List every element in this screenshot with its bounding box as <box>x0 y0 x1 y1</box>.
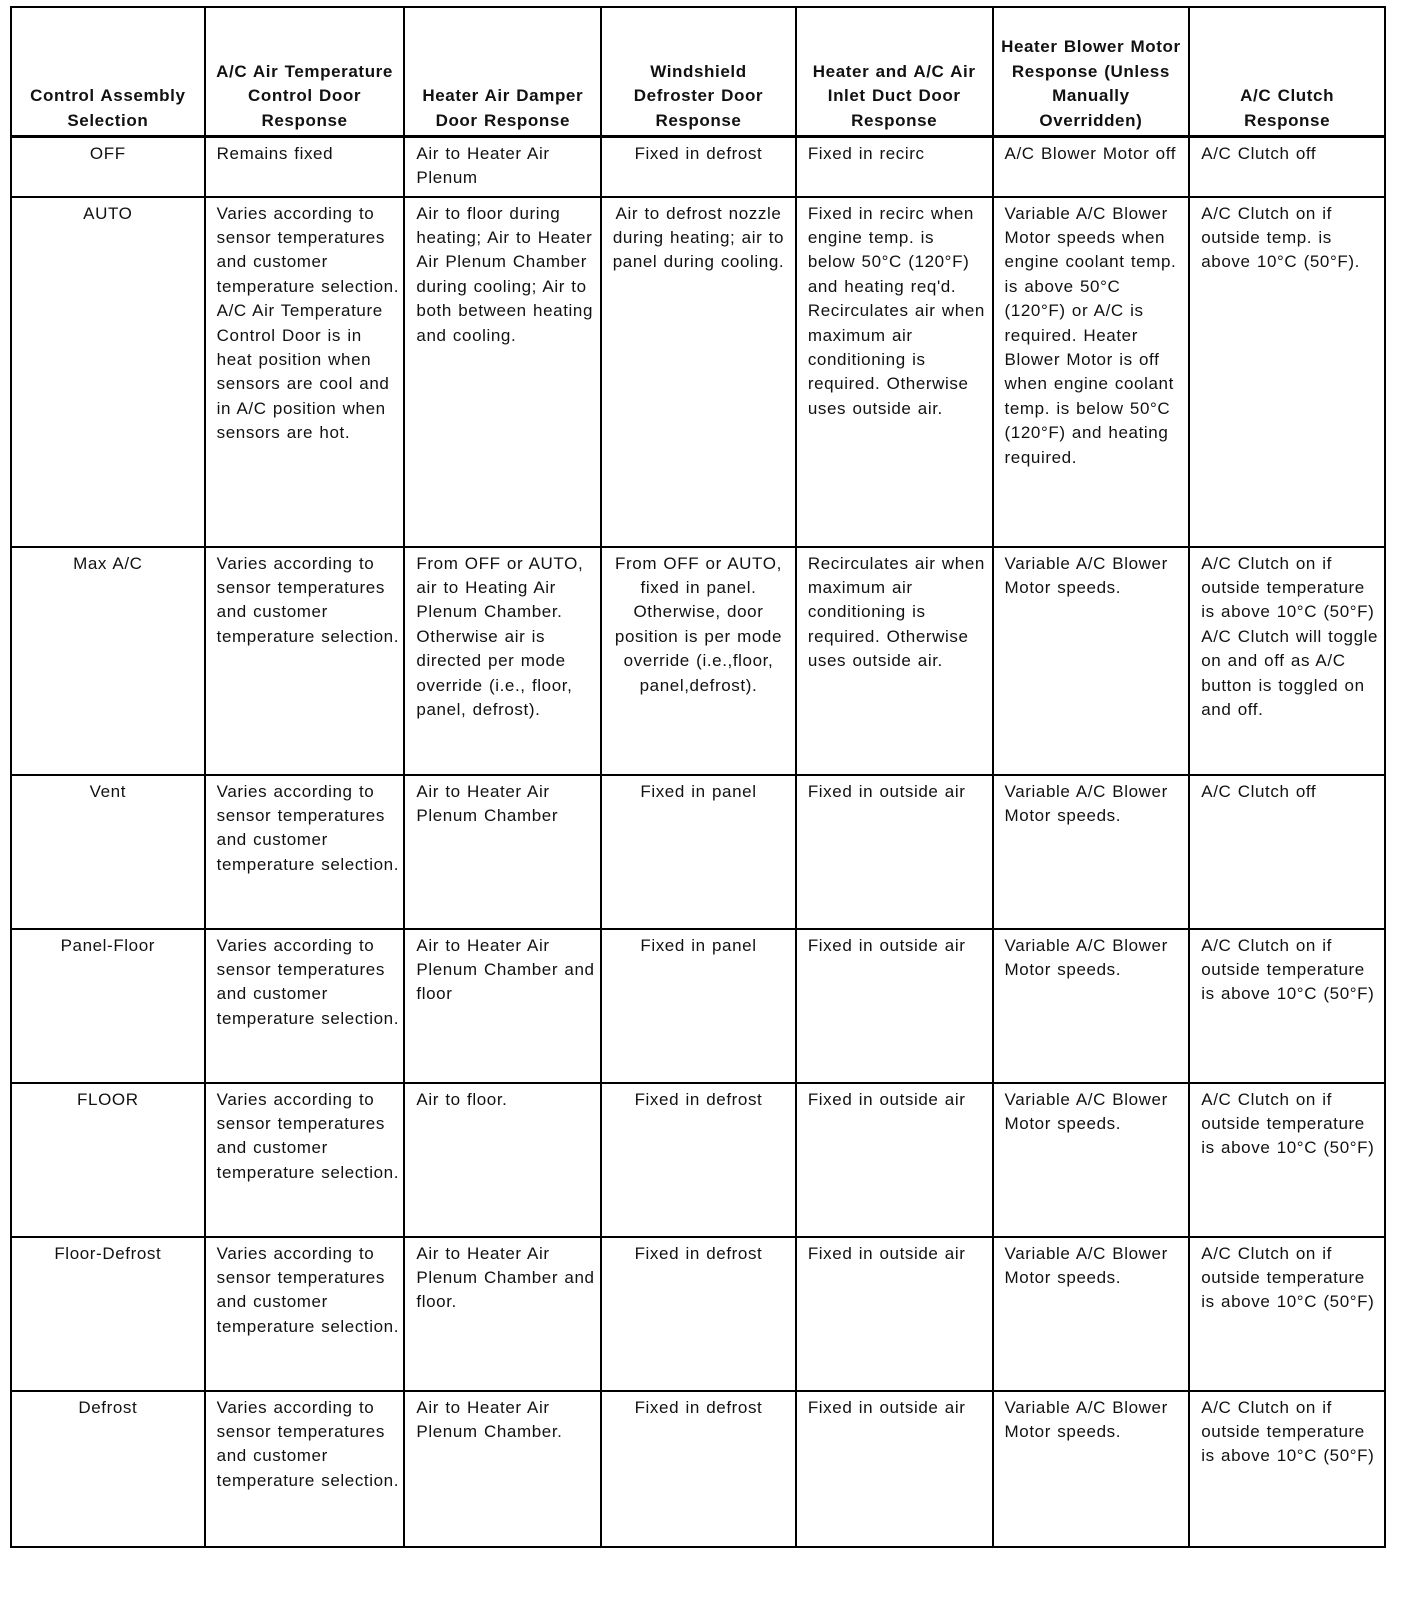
cell-inlet-door: Fixed in recirc <box>796 137 993 197</box>
cell-inlet-door: Fixed in outside air <box>796 929 993 1083</box>
cell-selection: OFF <box>11 137 205 197</box>
cell-damper-door: Air to Heater Air Plenum <box>404 137 601 197</box>
cell-inlet-door: Fixed in outside air <box>796 775 993 929</box>
cell-damper-door: Air to floor during heating; Air to Heater Air Plenum Chamber during cooling; Air to both between heating and cooling. <box>404 197 601 547</box>
cell-defroster-door: From OFF or AUTO, fixed in panel. Otherwise, door position is per mode override (i.e.,floor, panel,defrost). <box>601 547 796 775</box>
cell-blower: Variable A/C Blower Motor speeds. <box>993 1237 1190 1391</box>
cell-inlet-door: Fixed in outside air <box>796 1237 993 1391</box>
header-temp-control-door: A/C Air Temperature Control Door Response <box>205 7 405 137</box>
cell-temp-door: Varies according to sensor temperatures and customer temperature selection. <box>205 1083 405 1237</box>
cell-selection: Defrost <box>11 1391 205 1547</box>
cell-selection: Max A/C <box>11 547 205 775</box>
cell-clutch: A/C Clutch off <box>1189 137 1385 197</box>
header-inlet-duct-door: Heater and A/C Air Inlet Duct Door Response <box>796 7 993 137</box>
cell-inlet-door: Recirculates air when maximum air conditioning is required. Otherwise uses outside air. <box>796 547 993 775</box>
cell-temp-door: Varies according to sensor temperatures and customer temperature selection. <box>205 775 405 929</box>
cell-blower: Variable A/C Blower Motor speeds. <box>993 1391 1190 1547</box>
cell-temp-door: Varies according to sensor temperatures and customer temperature selection. A/C Air Temperature Control Door is in heat position when sensors are cool and in A/C position when sensors are hot. <box>205 197 405 547</box>
cell-defroster-door: Fixed in panel <box>601 775 796 929</box>
cell-selection: Panel-Floor <box>11 929 205 1083</box>
cell-defroster-door: Fixed in defrost <box>601 1083 796 1237</box>
cell-blower: A/C Blower Motor off <box>993 137 1190 197</box>
control-response-table-wrapper <box>10 6 1386 1548</box>
table-row <box>11 929 1385 1083</box>
header-control-assembly-selection: Control Assembly Selection <box>11 7 205 137</box>
table-row <box>11 1083 1385 1237</box>
cell-damper-door: From OFF or AUTO, air to Heating Air Plenum Chamber. Otherwise air is directed per mode override (i.e., floor, panel, defrost). <box>404 547 601 775</box>
cell-inlet-door: Fixed in outside air <box>796 1083 993 1237</box>
control-response-table <box>10 6 1386 1548</box>
cell-blower: Variable A/C Blower Motor speeds. <box>993 547 1190 775</box>
cell-temp-door: Varies according to sensor temperatures and customer temperature selection. <box>205 1391 405 1547</box>
cell-blower: Variable A/C Blower Motor speeds when engine coolant temp. is above 50°C (120°F) or A/C is required. Heater Blower Motor is off when engine coolant temp. is below 50°C (120°F) and heating required. <box>993 197 1190 547</box>
cell-defroster-door: Fixed in panel <box>601 929 796 1083</box>
cell-clutch: A/C Clutch on if outside temperature is above 10°C (50°F) <box>1189 1391 1385 1547</box>
table-row <box>11 197 1385 547</box>
cell-damper-door: Air to Heater Air Plenum Chamber and floor. <box>404 1237 601 1391</box>
cell-clutch: A/C Clutch on if outside temperature is above 10°C (50°F) <box>1189 929 1385 1083</box>
cell-temp-door: Varies according to sensor temperatures and customer temperature selection. <box>205 547 405 775</box>
cell-defroster-door: Air to defrost nozzle during heating; air to panel during cooling. <box>601 197 796 547</box>
cell-blower: Variable A/C Blower Motor speeds. <box>993 929 1190 1083</box>
cell-inlet-door: Fixed in outside air <box>796 1391 993 1547</box>
cell-damper-door: Air to Heater Air Plenum Chamber <box>404 775 601 929</box>
cell-selection: AUTO <box>11 197 205 547</box>
cell-clutch: A/C Clutch off <box>1189 775 1385 929</box>
header-ac-clutch: A/C Clutch Response <box>1189 7 1385 137</box>
cell-selection: FLOOR <box>11 1083 205 1237</box>
cell-inlet-door: Fixed in recirc when engine temp. is below 50°C (120°F) and heating req'd. Recirculates air when maximum air conditioning is required. Otherwise uses outside air. <box>796 197 993 547</box>
header-heater-damper-door: Heater Air Damper Door Response <box>404 7 601 137</box>
cell-clutch: A/C Clutch on if outside temp. is above 10°C (50°F). <box>1189 197 1385 547</box>
cell-temp-door: Varies according to sensor temperatures and customer temperature selection. <box>205 1237 405 1391</box>
cell-clutch: A/C Clutch on if outside temperature is above 10°C (50°F) <box>1189 1083 1385 1237</box>
cell-temp-door: Remains fixed <box>205 137 405 197</box>
header-defroster-door: Windshield Defroster Door Response <box>601 7 796 137</box>
cell-clutch: A/C Clutch on if outside temperature is above 10°C (50°F) <box>1189 1237 1385 1391</box>
header-blower-motor: Heater Blower Motor Response (Unless Manually Overridden) <box>993 7 1190 137</box>
cell-damper-door: Air to floor. <box>404 1083 601 1237</box>
cell-temp-door: Varies according to sensor temperatures and customer temperature selection. <box>205 929 405 1083</box>
cell-selection: Floor-Defrost <box>11 1237 205 1391</box>
cell-defroster-door: Fixed in defrost <box>601 137 796 197</box>
cell-clutch: A/C Clutch on if outside temperature is above 10°C (50°F) A/C Clutch will toggle on and off as A/C button is toggled on and off. <box>1189 547 1385 775</box>
cell-selection: Vent <box>11 775 205 929</box>
table-row <box>11 137 1385 197</box>
table-row <box>11 1237 1385 1391</box>
cell-defroster-door: Fixed in defrost <box>601 1391 796 1547</box>
cell-blower: Variable A/C Blower Motor speeds. <box>993 1083 1190 1237</box>
table-row <box>11 1391 1385 1547</box>
cell-damper-door: Air to Heater Air Plenum Chamber. <box>404 1391 601 1547</box>
cell-blower: Variable A/C Blower Motor speeds. <box>993 775 1190 929</box>
cell-defroster-door: Fixed in defrost <box>601 1237 796 1391</box>
table-row <box>11 547 1385 775</box>
header-row <box>11 7 1385 137</box>
table-row <box>11 775 1385 929</box>
cell-damper-door: Air to Heater Air Plenum Chamber and floor <box>404 929 601 1083</box>
